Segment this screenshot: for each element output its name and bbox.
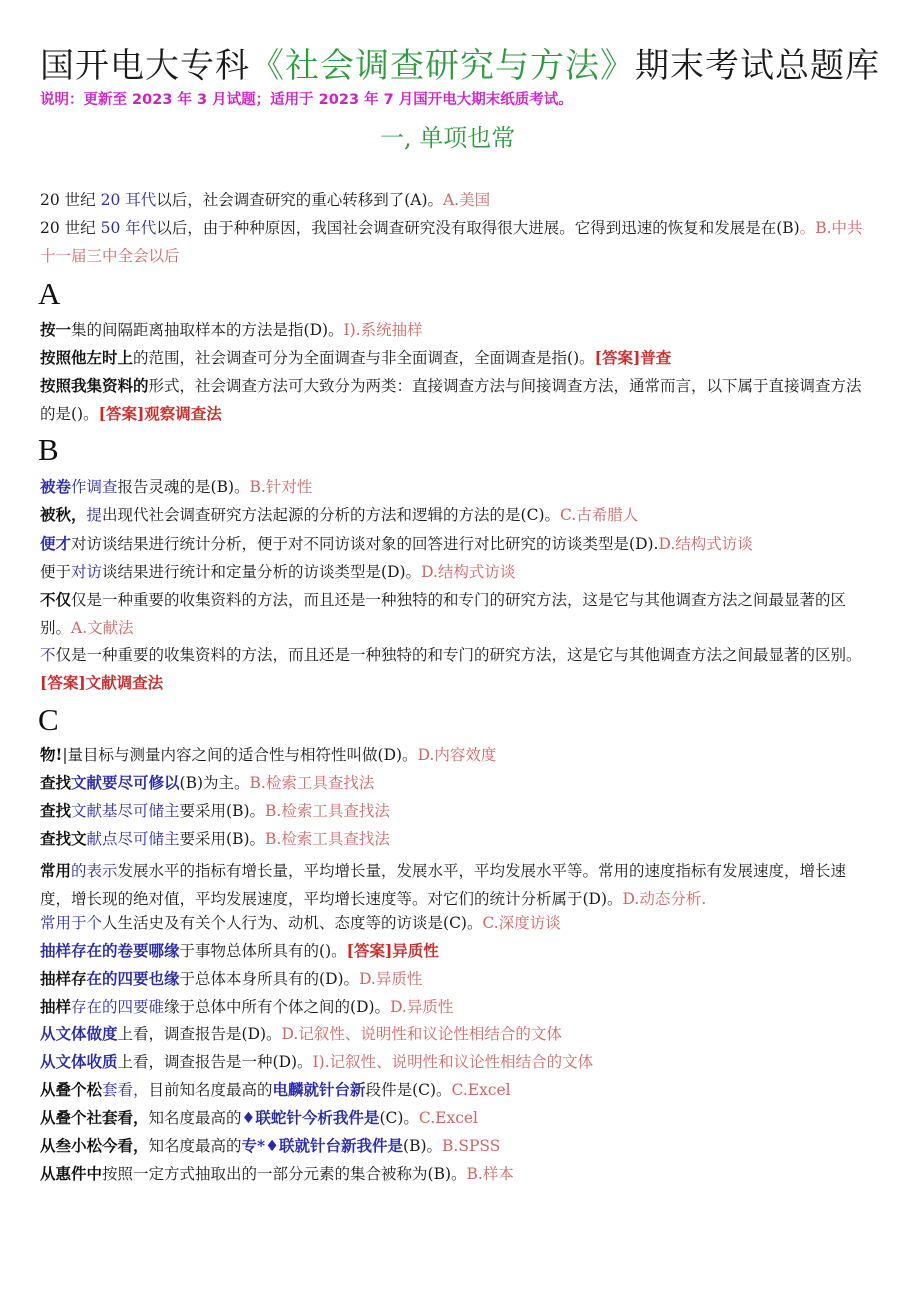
answer: [答案]观察调查法 [98, 404, 222, 423]
question-item: 抽样存在的卷要哪缘于事物总体所具有的()。[答案]异质性 [40, 941, 439, 960]
question-item: 不仅是一种重要的收集资料的方法，而且还是一种独特的和专门的研究方法，这是它与其他调查方法之间最显著的区别。[答案]文献调查法 [40, 646, 862, 692]
question-item: 常用于个人生活史及有关个人行为、动机、态度等的访谈是(C)。C.深度访谈 [40, 914, 561, 932]
section-heading: 一, 单项也常 [380, 124, 516, 152]
question-item: 查找文献要尽可修以(B)为主。B.检索工具查找法 [40, 773, 375, 792]
question-item: 查找文献点尽可储主要采用(B)。B.检索工具查找法 [40, 829, 390, 848]
answer: I).记叙性、说明性和议论性相结合的文体 [312, 1053, 594, 1071]
title-prefix: 国开电大专科 [40, 46, 250, 86]
question-item: 按一集的间隔距离抽取样本的方法是指(D)。I).系统抽样 [40, 320, 423, 339]
answer: [答案]普查 [594, 348, 672, 367]
answer: [答案]文献调查法 [40, 673, 164, 692]
question-item: 按照我集资料的形式，社会调查方法可大致分为两类：直接调查方法与间接调查方法，通常而言，以下属于直接调查方法的是()。[答案]观察调查法 [40, 376, 862, 423]
question-item: 从叠个社套看，知名度最高的♦联蛇针今析我件是(C)。C.Excel [40, 1108, 479, 1127]
answer: B.检索工具查找法 [249, 774, 375, 792]
answer: 。B.中共十一届三中全会以后 [40, 219, 863, 265]
page-title [40, 38, 880, 87]
title-highlight: 《社会调查研究与方法》 [250, 46, 635, 86]
answer: [答案]异质性 [346, 941, 439, 960]
question-item: 从叠个松套看，目前知名度最高的电麟就针台新段件是(C)。C.Excel [40, 1080, 511, 1099]
answer: I).系统抽样 [343, 321, 423, 339]
answer: D.结构式访谈 [658, 535, 753, 553]
question-item: 从文体收质上看，调查报告是一种(D)。I).记叙性、说明性和议论性相结合的文体 [40, 1052, 594, 1071]
question-item: 被卷作调查报告灵魂的是(B)。B.针对性 [40, 477, 313, 496]
answer: D.动态分析. [622, 890, 707, 908]
answer: D.异质性 [359, 970, 423, 988]
question-item: 查找文献基尽可储主要采用(B)。B.检索工具查找法 [40, 801, 390, 820]
question-item: 便才对访谈结果进行统计分析，便于对不同访谈对象的回答进行对比研究的访谈类型是(D).D.结构式访谈 [40, 534, 753, 553]
question-item: 按照他左时上的范围，社会调查可分为全面调查与非全面调查，全面调查是指()。[答案]普查 [40, 348, 672, 367]
question-item: 抽样存在的四要也缘于总体本身所具有的(D)。D.异质性 [40, 969, 423, 988]
answer: C.古希腊人 [560, 506, 639, 524]
answer: B.SPSS [442, 1137, 501, 1155]
answer: C.Excel [451, 1081, 511, 1099]
question-item: 抽样存在的四要碓缘于总体中所有个体之间的(D)。D.异质性 [40, 997, 454, 1016]
letter-heading-c: C [38, 702, 59, 737]
answer: C.深度访谈 [482, 914, 561, 932]
answer: D.异质性 [390, 998, 454, 1016]
question-item: 常用的表示发展水平的指标有增长量，平均增长量，发展水平，平均发展水平等。常用的速度指标有发展速度，增长速度，增长现的绝对值，平均发展速度，平均增长速度等。对它们的统计分析属于(D)。D.动态分析. [40, 861, 847, 908]
question-item: 便于对访谈结果进行统计和定量分析的访谈类型是(D)。D.结构式访谈 [40, 563, 516, 581]
letter-heading-b: B [38, 432, 59, 467]
question-item: 从惠件中按照一定方式抽取出的一部分元素的集合被称为(B)。B.样本 [40, 1164, 514, 1183]
answer: D.结构式访谈 [421, 563, 516, 581]
answer: B.检索工具查找法 [265, 830, 390, 848]
answer: C.Excel [418, 1109, 479, 1127]
question-item: 20 世纪 20 耳代以后，社会调查研究的重心转移到了(A)。A.美国 [40, 191, 491, 209]
question-item: 不仅仅是一种重要的收集资料的方法，而且还是一种独特的和专门的研究方法，这是它与其他调查方法之间最显著的区别。A.文献法 [40, 590, 847, 637]
question-item: 被秋，提出现代社会调查研究方法起源的分析的方法和逻辑的方法的是(C)。C.古希腊人 [40, 505, 639, 524]
question-item: 从叁小松今看，知名度最高的专*♦联就针台新我件是(B)。B.SPSS [40, 1136, 501, 1155]
update-note: 说明：更新至 2023 年 3 月试题；适用于 2023 年 7 月国开电大期末纸质考试。 [40, 92, 573, 108]
answer: A.美国 [443, 191, 491, 209]
letter-heading-a: A [38, 276, 61, 311]
answer: D.内容效度 [417, 746, 497, 764]
answer: B.样本 [466, 1165, 514, 1183]
answer: B.检索工具查找法 [265, 802, 390, 820]
question-item: 从文体做度上看，调查报告是(D)。D.记叙性、说明性和议论性相结合的文体 [40, 1024, 562, 1043]
question-item: 20 世纪 50 年代以后，由于种种原因，我国社会调查研究没有取得很大进展。它得到迅速的恢复和发展是在(B)。B.中共十一届三中全会以后 [40, 219, 863, 265]
answer: D.记叙性、说明性和议论性相结合的文体 [281, 1025, 562, 1043]
question-item: 物!|量目标与测量内容之间的适合性与相符性叫做(D)。D.内容效度 [40, 745, 497, 764]
answer: B.针对性 [249, 478, 313, 496]
title-suffix: 期末考试总题库 [635, 46, 880, 86]
answer: A.文献法 [71, 619, 134, 637]
